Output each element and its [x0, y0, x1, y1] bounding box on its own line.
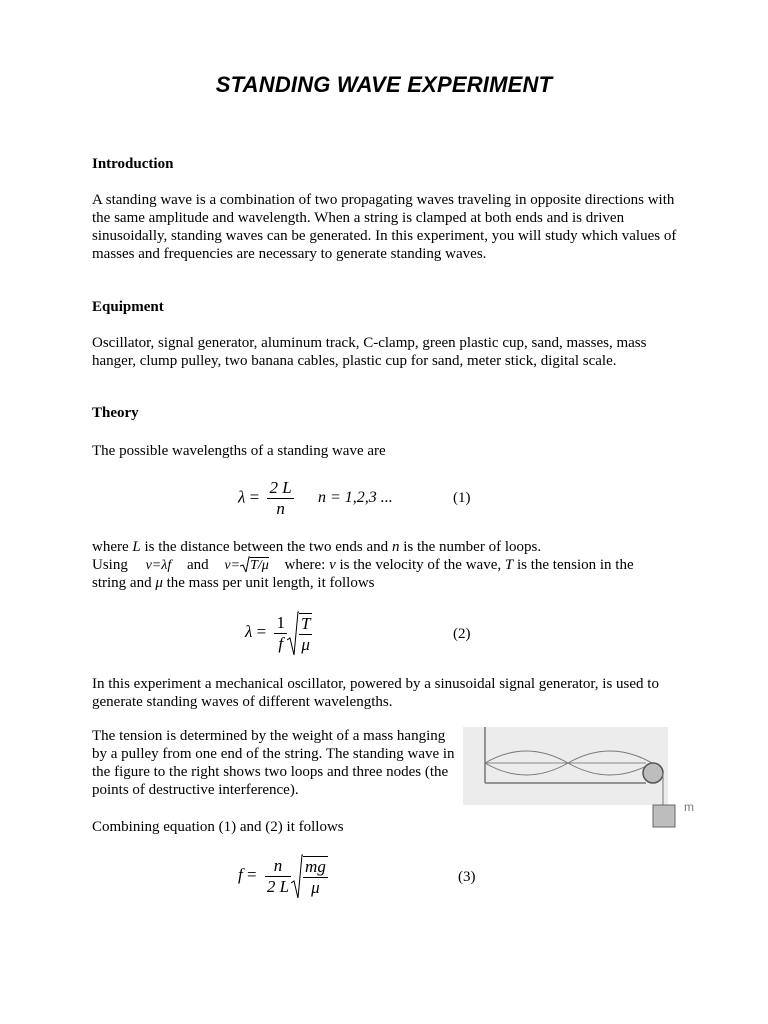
combining-text: Combining equation (1) and (2) it follows: [92, 819, 344, 835]
equation-2: λ = $\frac{1}{f}$ $\frac{T}{\mu}$: [245, 612, 311, 654]
theory-heading: Theory: [92, 405, 139, 421]
equation-2-number: (2): [453, 626, 471, 642]
standing-wave-figure: [463, 727, 703, 832]
document-title: STANDING WAVE EXPERIMENT: [215, 72, 553, 97]
theory-intro: The possible wavelengths of a standing wave are: [92, 443, 386, 459]
equipment-heading: Equipment: [92, 299, 164, 315]
equation-3-number: (3): [458, 869, 476, 885]
figure-background: [463, 727, 668, 805]
introduction-heading: Introduction: [92, 156, 174, 172]
equipment-paragraph: Oscillator, signal generator, aluminum track, C-clamp, green plastic cup, sand, masses, mass hanger, clump pulley, two banana cables, plastic cup for sand, meter stick, digital scale.: [92, 335, 647, 369]
string-mu-line: string and μ the mass per unit length, it follows: [92, 575, 375, 591]
tension-paragraph: The tension is determined by the weight of a mass hanging by a pulley from one end of the string. The standing wave in the figure to the right shows two loops and three nodes (the points of destructive interference).: [92, 728, 455, 798]
equation-1-condition: n = 1,2,3 ...: [318, 489, 393, 506]
equation-1-number: (1): [453, 490, 471, 506]
equation-1: λ = $\frac{2 L}{n}$: [238, 478, 292, 518]
equation-3: f = $\frac{n}{2 L}$ $\frac{mg}{\mu}$: [238, 855, 326, 897]
introduction-paragraph: A standing wave is a combination of two propagating waves traveling in opposite directions with the same amplitude and wavelength. When a string is clamped at both ends and is driven sinusoidally, standing waves can be generated. In this experiment, you will study which values of masses and frequencies are necessary to generate standing waves.: [92, 192, 677, 262]
where-l-line: where L is the distance between the two ends and n is the number of loops.: [92, 539, 542, 555]
mass-label: m: [684, 800, 694, 814]
using-line: Using v=λf and v= T/μ where: v is the velocity of the wave, T is the tension in the: [92, 557, 634, 573]
oscillator-paragraph: In this experiment a mechanical oscillator, powered by a sinusoidal signal generator, is used to generate standing waves of different wavelengths.: [92, 676, 659, 710]
pulley: [643, 763, 663, 783]
